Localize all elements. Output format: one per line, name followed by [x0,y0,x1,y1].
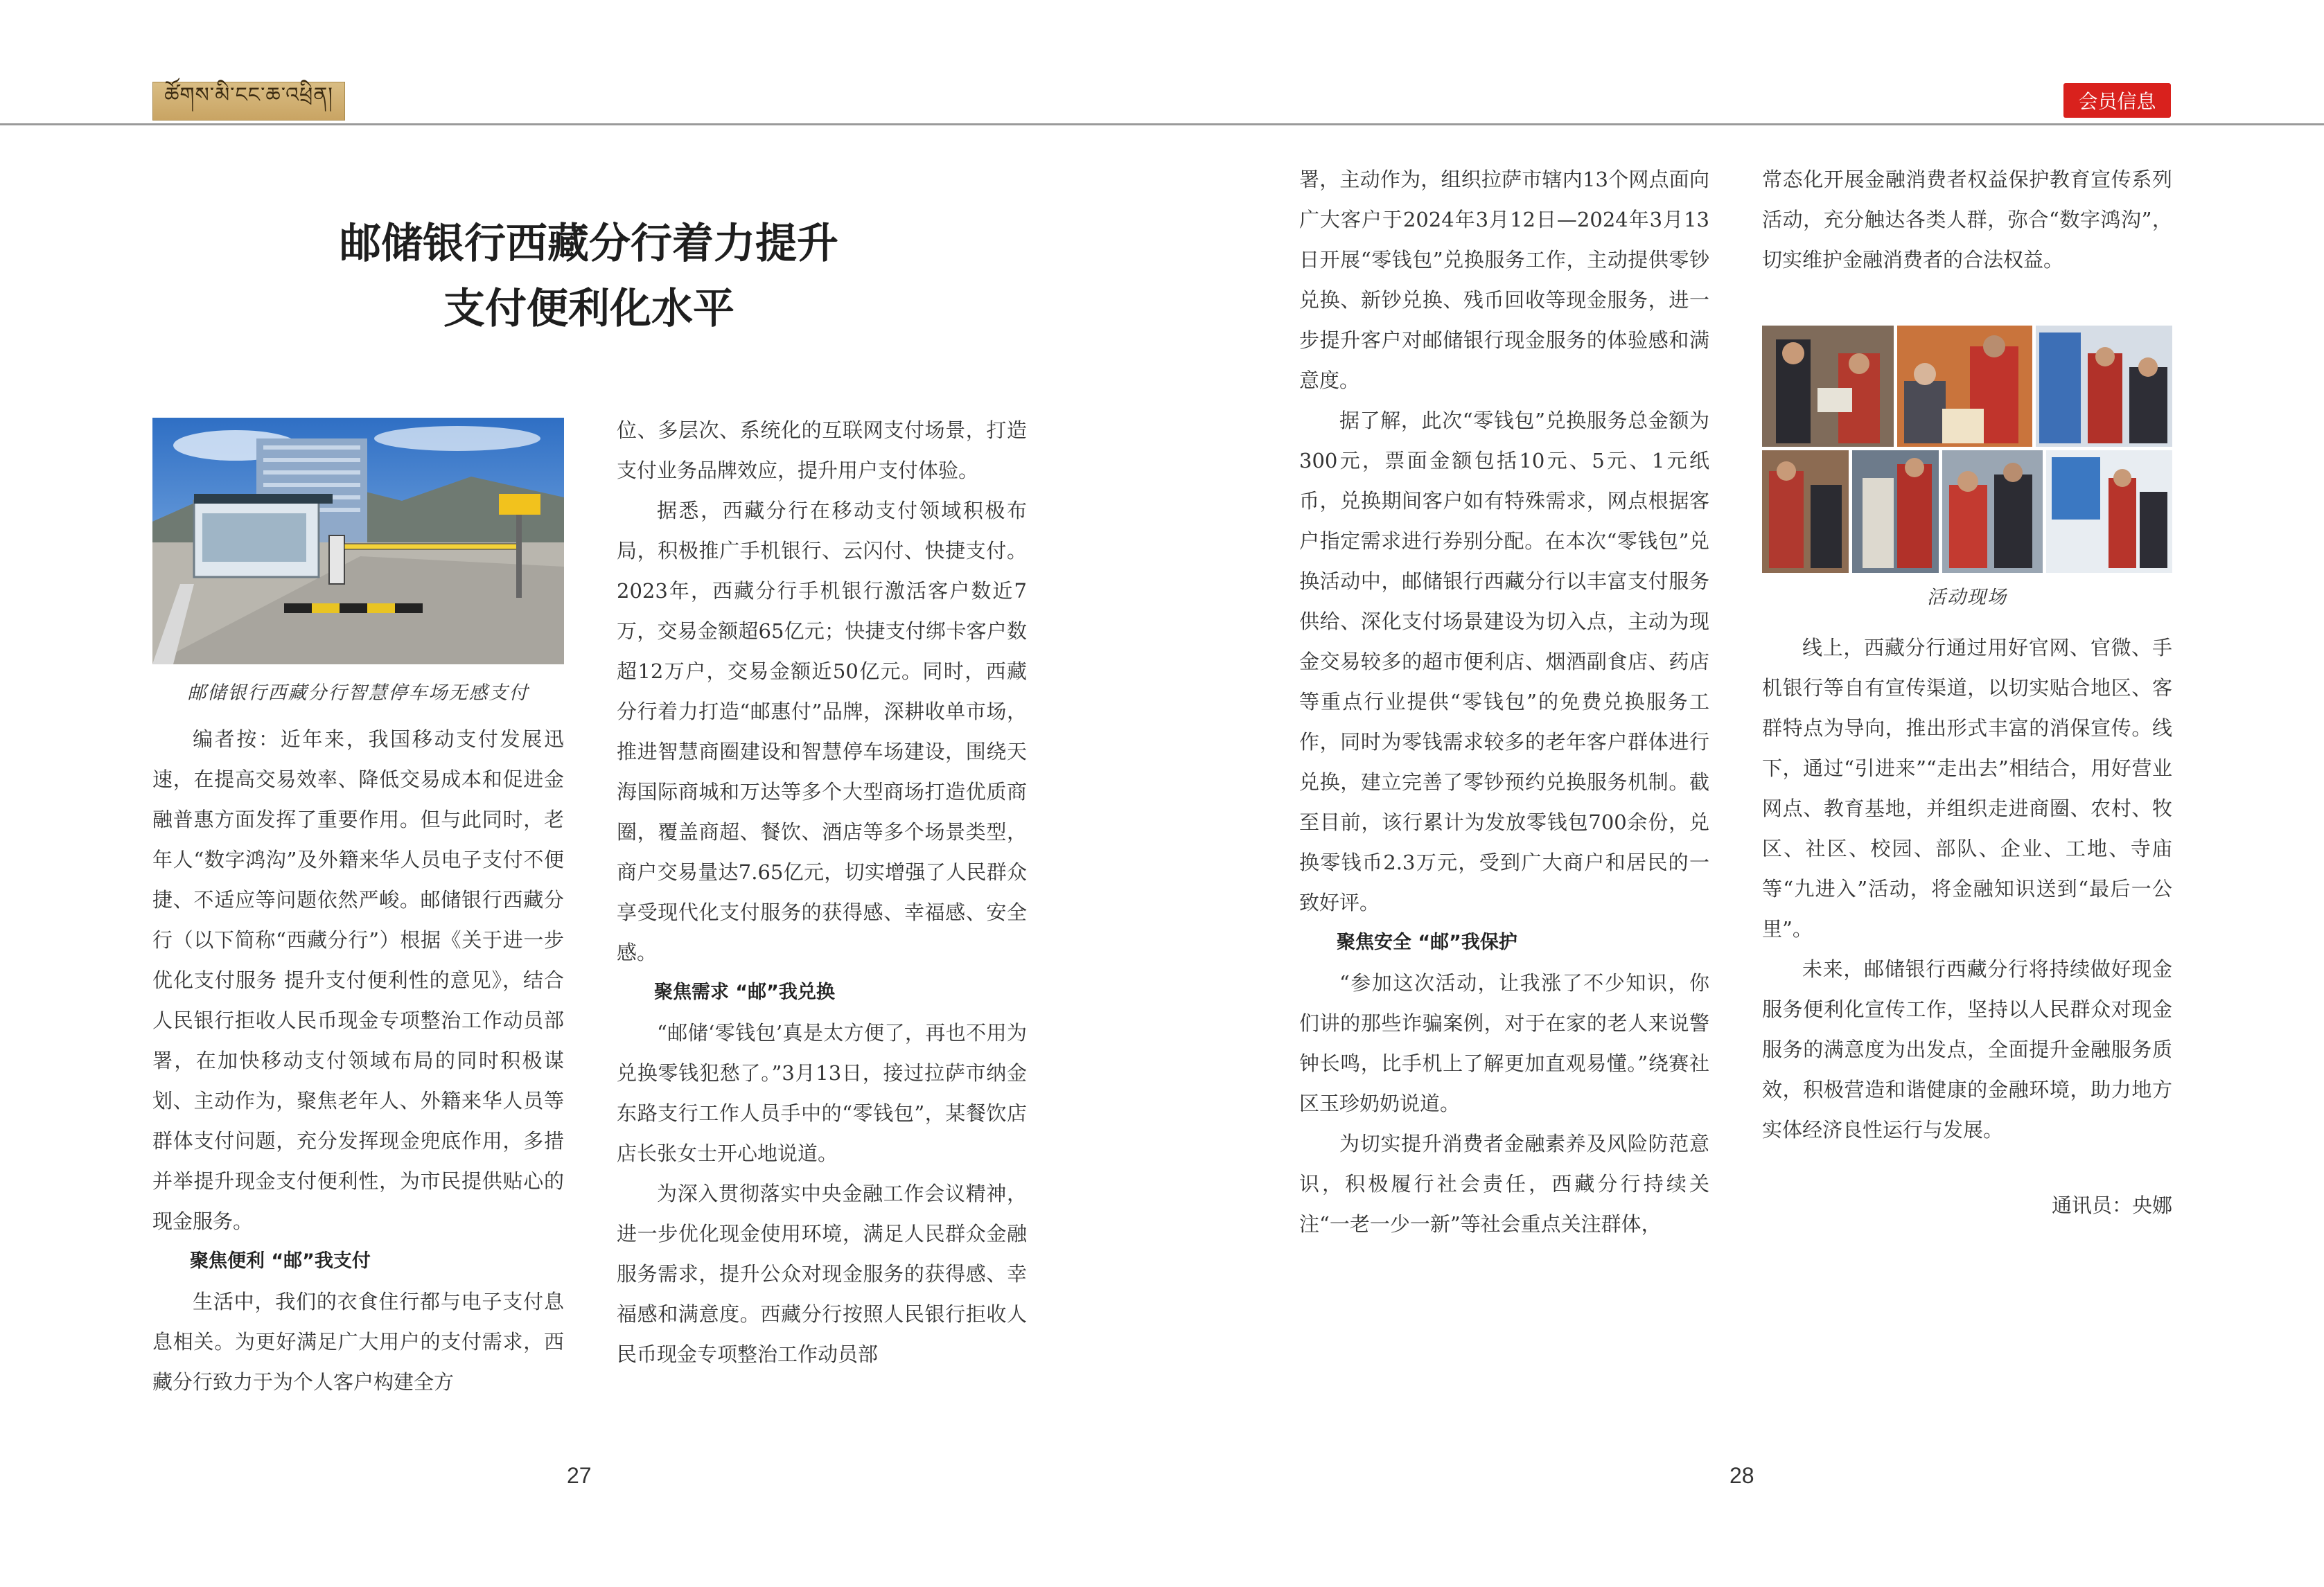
activity-collage-photo [1762,326,2172,573]
paragraph: 线上，西藏分行通过用好官网、官微、手机银行等自有宣传渠道，以切实贴合地区、客群特点为导向，推出形式丰富的消保宣传。线下，通过“引进来”“走出去”相结合，用好营业网点、教育基地，并组织走进商圈、农村、牧区、社区、校园、部队、企业、工地、寺庙等“九进入”活动，将金融知识送到“最后一公里”。 [1762,636,2172,941]
photo-caption-parking: 邮储银行西藏分行智慧停车场无感支付 [187,682,529,704]
article-title [152,211,1025,342]
quote-paragraph: “邮储‘零钱包’真是太方便了，再也不用为兑换零钱犯愁了。”3月13日，接过拉萨市纳金东路支行工作人员手中的“零钱包”，某餐饮店店长张女士开心地说道。 [617,1021,1027,1165]
paragraph: 位、多层次、系统化的互联网支付场景，打造支付业务品牌效应，提升用户支付体验。 [617,418,1027,482]
author-credit: 通讯员：央娜 [2051,1194,2172,1217]
paragraph: 据了解，此次“零钱包”兑换服务总金额为300元，票面金额包括10元、5元、1元纸币，兑换期间客户如有特殊需求，网点根据客户指定需求进行券别分配。在本次“零钱包”兑换活动中，邮储银行西藏分行以丰富支付服务供给、深化支付场景建设为切入点，主动为现金交易较多的超市便利店、烟酒副食店、药店等重点行业提供“零钱包”的免费兑换服务工作，同时为零钱需求较多的老年客户群体进行兑换，建立完善了零钞预约兑换服务机制。截至目前，该行累计为发放零钱包700余份，兑换零钱币2.3万元，受到广大商户和居民的一致好评。 [1299,409,1709,914]
paragraph: 为切实提升消费者金融素养及风险防范意识，积极履行社会责任，西藏分行持续关注“一老一少一新”等社会重点关注群体， [1299,1132,1709,1236]
article-column-1 [152,719,564,1402]
header-divider [0,123,2324,125]
photo-caption-activity: 活动现场 [1927,587,2007,608]
section-heading-protection: 聚焦安全 “邮”我保护 [1337,932,1517,953]
paragraph: 为深入贯彻落实中央金融工作会议精神，进一步优化现金使用环境，满足人民群众金融服务需求，提升公众对现金服务的获得感、幸福感和满意度。西藏分行按照人民银行拒收人民币现金专项整治工作动员部 [617,1182,1027,1366]
section-heading-exchange: 聚焦需求 “邮”我兑换 [654,982,835,1003]
title-line-1: 邮储银行西藏分行着力提升 [340,220,838,268]
editor-note-paragraph: 编者按：近年来，我国移动支付发展迅速，在提高交易效率、降低交易成本和促进金融普惠方面发挥了重要作用。但与此同时，老年人“数字鸿沟”及外籍来华人员电子支付不便捷、不适应等问题依然严峻。邮储银行西藏分行（以下简称“西藏分行”）根据《关于进一步优化支付服务 提升支付便利性的意见》，结合人民银行拒收人民币现金专项整治工作动员部署，在加快移动支付领域布局的同时积极谋划、主动作为，聚焦老年人、外籍来华人员等群体支付问题，充分发挥现金兜底作用，多措并举提升现金支付便利性，为市民提供贴心的现金服务。 [152,727,564,1233]
article-column-4-bottom [1762,628,2172,1150]
paragraph: 据悉，西藏分行在移动支付领域积极布局，积极推广手机银行、云闪付、快捷支付。2023年，西藏分行手机银行激活客户数近7万，交易金额超65亿元；快捷支付绑卡客户数超12万户，交易金额近50亿元。同时，西藏分行着力打造“邮惠付”品牌，深耕收单市场，推进智慧商圈建设和智慧停车场建设，围绕天海国际商城和万达等多个大型商场打造优质商圈，覆盖商超、餐饮、酒店等多个场景类型，商户交易量达7.65亿元，切实增强了人民群众享受现代化支付服务的获得感、幸福感、安全感。 [617,499,1027,964]
paragraph: 常态化开展金融消费者权益保护教育宣传系列活动，充分触达各类人群，弥合“数字鸿沟”，切实维护金融消费者的合法权益。 [1762,168,2172,272]
parking-lot-photo [152,418,564,664]
article-column-4-top [1762,159,2172,280]
paragraph: 生活中，我们的衣食住行都与电子支付息息相关。为更好满足广大用户的支付需求，西藏分行致力于为个人客户构建全方 [152,1290,564,1394]
paragraph: 署，主动作为，组织拉萨市辖内13个网点面向广大客户于2024年3月12日—2024年3月13日开展“零钱包”兑换服务工作，主动提供零钞兑换、新钞兑换、残币回收等现金服务，进一步提升客户对邮储银行现金服务的体验感和满意度。 [1299,168,1709,392]
section-heading-payment: 聚焦便利 “邮”我支付 [190,1250,371,1272]
quote-paragraph: “参加这次活动，让我涨了不少知识，你们讲的那些诈骗案例，对于在家的老人来说警钟长鸣，比手机上了解更加直观易懂。”绕赛社区玉珍奶奶说道。 [1299,971,1709,1115]
title-line-2: 支付便利化水平 [443,285,734,333]
section-tag-tibetan: ཚོགས་མི་ངང་ཆ་འཕྲིན། [152,82,345,121]
article-column-2 [617,410,1027,1374]
page-number-right: 28 [1729,1463,1754,1488]
article-column-3 [1299,159,1709,1244]
section-tag-category: 会员信息 [2063,83,2171,118]
page-number-left: 27 [567,1463,592,1488]
paragraph: 未来，邮储银行西藏分行将持续做好现金服务便利化宣传工作，坚持以人民群众对现金服务的满意度为出发点，全面提升金融服务质效，积极营造和谐健康的金融环境，助力地方实体经济良性运行与发展。 [1762,957,2172,1142]
